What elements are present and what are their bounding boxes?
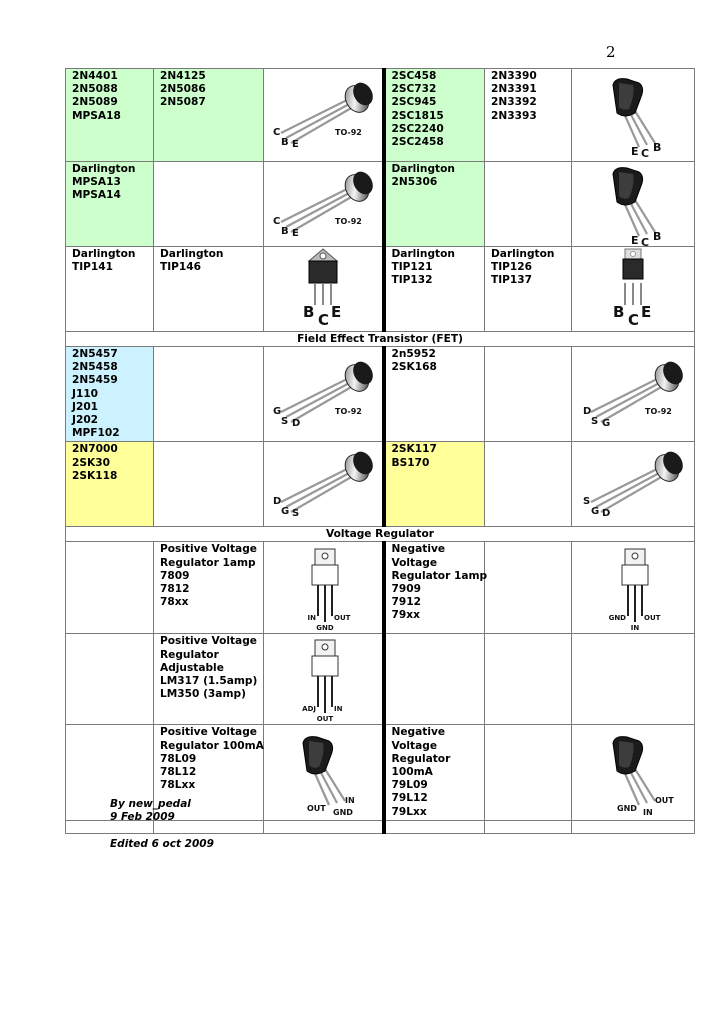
part-list-cell: 2N4401 2N5088 2N5089 MPSA18 bbox=[66, 69, 154, 162]
pinout-image-cell bbox=[572, 542, 695, 634]
component-diagram bbox=[265, 352, 381, 436]
pin-label-s: S bbox=[291, 508, 299, 520]
pin-label-gnd: GND bbox=[608, 613, 626, 622]
pinout-image-cell bbox=[572, 347, 695, 442]
table-row bbox=[66, 634, 695, 725]
pin-label-gnd: GND bbox=[332, 807, 353, 815]
pin-label-s: S bbox=[583, 496, 591, 508]
transistor-pinout-table bbox=[65, 68, 695, 834]
empty-cell bbox=[384, 820, 485, 833]
component-diagram bbox=[575, 731, 691, 815]
pin-label-g: G bbox=[591, 506, 600, 518]
transistor-body bbox=[623, 259, 643, 279]
pin-label-in: IN bbox=[333, 705, 343, 714]
pin-label-b: B bbox=[653, 141, 662, 154]
part-list-cell bbox=[154, 347, 264, 442]
lead-g bbox=[596, 471, 663, 507]
part-list-cell: Positive Voltage Regulator 100mA 78L09 78L12 78Lxx bbox=[154, 725, 264, 820]
pinout-image-cell bbox=[264, 69, 384, 162]
part-list-cell bbox=[572, 634, 695, 725]
component-diagram bbox=[575, 162, 691, 246]
pinout-image-cell bbox=[264, 634, 384, 725]
table-row bbox=[66, 69, 695, 162]
component-diagram bbox=[575, 73, 691, 157]
regulator-heading: Voltage Regulator bbox=[66, 527, 695, 542]
pin-label-d: D bbox=[583, 406, 592, 418]
part-list-cell: Darlington TIP126 TIP137 bbox=[485, 247, 572, 332]
pin-label-out: OUT bbox=[644, 613, 661, 622]
transistor-body bbox=[309, 261, 337, 283]
pin-label-b: B bbox=[302, 303, 315, 321]
component-diagram bbox=[265, 73, 381, 157]
table-row bbox=[66, 442, 695, 527]
pin-label-d: D bbox=[272, 496, 282, 508]
pin-label-in: IN bbox=[307, 613, 316, 622]
pinout-image-cell bbox=[264, 725, 384, 820]
regulator-body bbox=[312, 565, 338, 585]
pin-label-e: E bbox=[291, 228, 299, 239]
empty-cell bbox=[264, 820, 384, 833]
component-diagram bbox=[265, 247, 381, 331]
pin-label-c: C bbox=[641, 147, 650, 157]
section-heading-row bbox=[66, 527, 695, 542]
mounting-hole bbox=[632, 553, 638, 559]
mounting-hole bbox=[322, 553, 328, 559]
part-list-cell bbox=[66, 634, 154, 725]
regulator-body bbox=[312, 656, 338, 676]
mounting-hole bbox=[631, 252, 636, 257]
component-diagram bbox=[575, 442, 691, 526]
pin-label-b: B bbox=[280, 137, 289, 148]
part-list-cell bbox=[66, 542, 154, 634]
part-list-cell: Positive Voltage Regulator Adjustable LM317 (1.5amp) LM350 (3amp) bbox=[154, 634, 264, 725]
component-diagram bbox=[265, 731, 381, 815]
pinout-image-cell bbox=[264, 347, 384, 442]
pin-label-d: D bbox=[291, 418, 301, 430]
pin-label-e: E bbox=[631, 234, 639, 246]
part-list-cell: 2SK117 BS170 bbox=[384, 442, 485, 527]
component-diagram bbox=[265, 162, 381, 246]
pin-label-e: E bbox=[330, 303, 341, 321]
part-list-cell: Darlington TIP141 bbox=[66, 247, 154, 332]
part-list-cell: Positive Voltage Regulator 1amp 7809 7812 78xx bbox=[154, 542, 264, 634]
pin-label-c: C bbox=[272, 127, 281, 138]
package-label: TO-92 bbox=[334, 128, 362, 137]
part-list-cell bbox=[384, 634, 485, 725]
mounting-hole bbox=[320, 253, 326, 259]
footer-author: By new_pedal bbox=[110, 798, 191, 810]
pin-label-e: E bbox=[291, 139, 299, 150]
pin-label-b: B bbox=[280, 226, 289, 237]
pin-label-b: B bbox=[653, 230, 662, 243]
part-list-cell: Negative Voltage Regulator 1amp 7909 7912 79xx bbox=[384, 542, 485, 634]
pin-label-in: IN bbox=[344, 795, 355, 805]
pin-label-c: C bbox=[272, 216, 281, 227]
pin-label-s: S bbox=[591, 416, 599, 428]
pin-label-gnd: GND bbox=[617, 803, 637, 813]
part-list-cell: 2n5952 2SK168 bbox=[384, 347, 485, 442]
pin-label-out: OUT bbox=[316, 715, 333, 722]
pinout-image-cell bbox=[572, 247, 695, 332]
pin-label-e: E bbox=[631, 145, 639, 157]
pin-label-c: C bbox=[628, 311, 640, 329]
pin-label-g: G bbox=[280, 506, 289, 518]
pin-label-c: C bbox=[317, 311, 329, 329]
pinout-image-cell bbox=[264, 542, 384, 634]
pin-label-s: S bbox=[280, 416, 288, 428]
pin-label-in: IN bbox=[630, 623, 640, 630]
pinout-image-cell bbox=[572, 69, 695, 162]
pin-label-adj: ADJ bbox=[301, 705, 316, 714]
package-label: TO-92 bbox=[645, 407, 672, 417]
pinout-image-cell bbox=[264, 247, 384, 332]
component-diagram bbox=[265, 637, 381, 721]
component-diagram bbox=[265, 546, 381, 630]
pin-label-g: G bbox=[272, 406, 281, 418]
part-list-cell: 2N3390 2N3391 2N3392 2N3393 bbox=[485, 69, 572, 162]
footer-date: 9 Feb 2009 bbox=[110, 811, 175, 823]
pin-label-out: OUT bbox=[655, 795, 674, 805]
pin-label-c: C bbox=[641, 236, 650, 246]
pin-label-out: OUT bbox=[333, 613, 351, 622]
table-row bbox=[66, 347, 695, 442]
pinout-image-cell bbox=[572, 725, 695, 820]
pin-label-gnd: GND bbox=[316, 623, 334, 630]
part-list-cell bbox=[485, 442, 572, 527]
part-list-cell: 2SC458 2SC732 2SC945 2SC1815 2SC2240 2SC2458 bbox=[384, 69, 485, 162]
pin-label-e: E bbox=[641, 303, 652, 321]
part-list-cell bbox=[485, 542, 572, 634]
pin-label-g: G bbox=[602, 418, 611, 430]
mounting-hole bbox=[322, 644, 328, 650]
pinout-image-cell bbox=[572, 442, 695, 527]
part-list-cell bbox=[154, 162, 264, 247]
table-row bbox=[66, 162, 695, 247]
part-list-cell bbox=[154, 442, 264, 527]
lead-g bbox=[286, 471, 353, 507]
footer-edited: Edited 6 oct 2009 bbox=[110, 838, 214, 850]
component-diagram bbox=[575, 546, 691, 630]
pin-label-b: B bbox=[613, 303, 625, 321]
part-list-cell: Negative Voltage Regulator 100mA 79L09 79L12 79Lxx bbox=[384, 725, 485, 820]
part-list-cell: 2N7000 2SK30 2SK118 bbox=[66, 442, 154, 527]
part-list-cell: Darlington TIP146 bbox=[154, 247, 264, 332]
pinout-image-cell bbox=[572, 162, 695, 247]
component-diagram bbox=[265, 442, 381, 526]
table-row bbox=[66, 247, 695, 332]
package-label: TO-92 bbox=[334, 217, 362, 226]
part-list-cell bbox=[485, 347, 572, 442]
part-list-cell: Darlington MPSA13 MPSA14 bbox=[66, 162, 154, 247]
pin-label-in: IN bbox=[643, 807, 653, 815]
part-list-cell bbox=[485, 634, 572, 725]
section-heading-row bbox=[66, 332, 695, 347]
part-list-cell bbox=[485, 162, 572, 247]
part-list-cell: Darlington TIP121 TIP132 bbox=[384, 247, 485, 332]
regulator-body bbox=[622, 565, 648, 585]
page-number: 2 bbox=[606, 43, 616, 61]
part-list-cell bbox=[485, 725, 572, 820]
component-diagram bbox=[575, 247, 691, 331]
empty-cell bbox=[485, 820, 572, 833]
empty-cell bbox=[572, 820, 695, 833]
component-diagram bbox=[575, 352, 691, 436]
table-row bbox=[66, 542, 695, 634]
part-list-cell: Darlington 2N5306 bbox=[384, 162, 485, 247]
pin-label-out: OUT bbox=[306, 803, 326, 813]
pin-label-d: D bbox=[602, 508, 611, 520]
pinout-image-cell bbox=[264, 442, 384, 527]
fet-heading: Field Effect Transistor (FET) bbox=[66, 332, 695, 347]
package-label: TO-92 bbox=[334, 407, 362, 417]
part-list-cell: 2N5457 2N5458 2N5459 J110 J201 J202 MPF102 bbox=[66, 347, 154, 442]
part-list-cell: 2N4125 2N5086 2N5087 bbox=[154, 69, 264, 162]
pinout-image-cell bbox=[264, 162, 384, 247]
